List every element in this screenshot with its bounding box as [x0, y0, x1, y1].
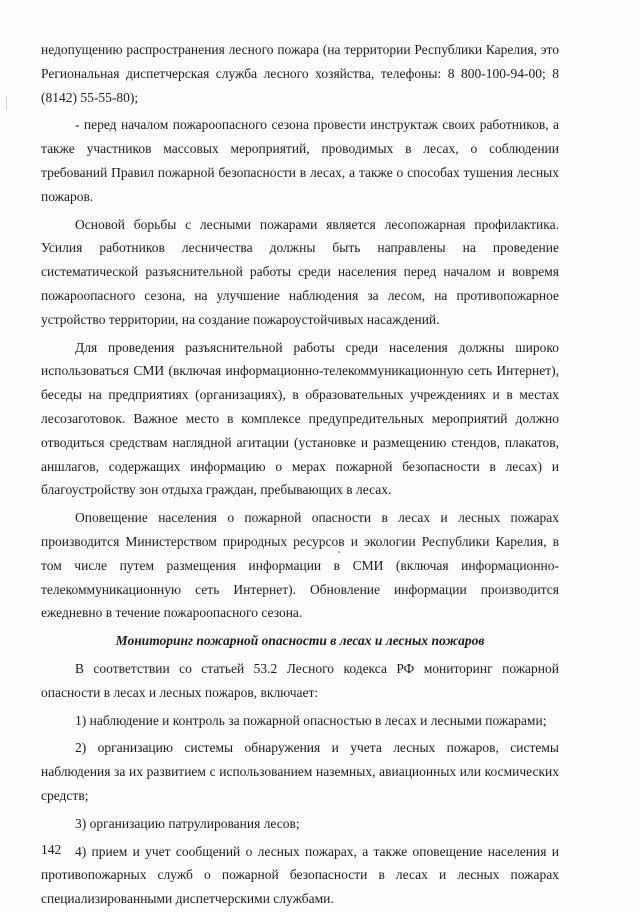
paragraph-media: Для проведения разъяснительной работы среди населения должны широко использоваться СМИ (включая информационно-телекоммуникационную сеть Интернет), беседы на предприятиях (организациях), в образовательных учреждениях и в местах лесозаготовок. Важное место в комплексе предупредительных мероприятий должно отводиться средствам наглядной агитации (установке и размещению стендов, плакатов, аншлагов, содержащих информацию о мерах пожарной безопасности в лесах) и благоустройству зон отдыха граждан, пребывающих в лесах. [41, 339, 559, 498]
page-number: 142 [41, 842, 62, 857]
list-item: 4) прием и учет сообщений о лесных пожарах, а также оповещение населения и противопожарных служб о пожарной безопасности в лесах и лесных пожарах специализированными диспетчерскими службами. [41, 843, 559, 907]
scan-artifact [6, 96, 7, 110]
paragraph-instruction: - перед началом пожароопасного сезона провести инструктаж своих работников, а также участников массовых мероприятий, проводимых в лесах, о соблюдении требований Правил пожарной безопасности в лесах, а также о способах тушения лесных пожаров. [41, 117, 559, 204]
paragraph-notification: Оповещение населения о пожарной опасности в лесах и лесных пожарах производится Министерством природных ресурсов и экологии Республики Карелия, в том числе путем размещения информации в СМИ (включая информационно-телекоммуникационную сеть Интернет). Обновление информации производится ежедневно в течение пожароопасного сезона. [41, 510, 559, 621]
list-item: 2) организацию системы обнаружения и учета лесных пожаров, системы наблюдения за их развитием с использованием наземных, авиационных или космических средств; [41, 740, 559, 803]
page-body [41, 38, 559, 915]
paragraph-continuation: недопущению распространения лесного пожара (на территории Республики Карелия, это Региональная диспетчерская служба лесного хозяйства, телефоны: 8 800-100-94-00; 8 (8142) 55-55-80); [41, 42, 559, 105]
paragraph-prevention: Основой борьбы с лесными пожарами является лесопожарная профилактика. Усилия работников лесничества должны быть направлены на проведение систематической разъяснительной работы среди населения перед началом и вовремя пожароопасного сезона, на улучшение наблюдения за лесом, на противопожарное устройство территории, на создание пожароустойчивых насаждений. [41, 216, 559, 327]
list-item: 3) организацию патрулирования лесов; [75, 815, 300, 831]
paragraph-monitoring-intro: В соответствии со статьей 53.2 Лесного кодекса РФ мониторинг пожарной опасности в лесах и лесных пожаров, включает: [41, 660, 559, 700]
list-item: 1) наблюдение и контроль за пожарной опасностью в лесах и лесными пожарами; [75, 712, 547, 728]
section-heading: Мониторинг пожарной опасности в лесах и лесных пожаров [115, 633, 485, 649]
